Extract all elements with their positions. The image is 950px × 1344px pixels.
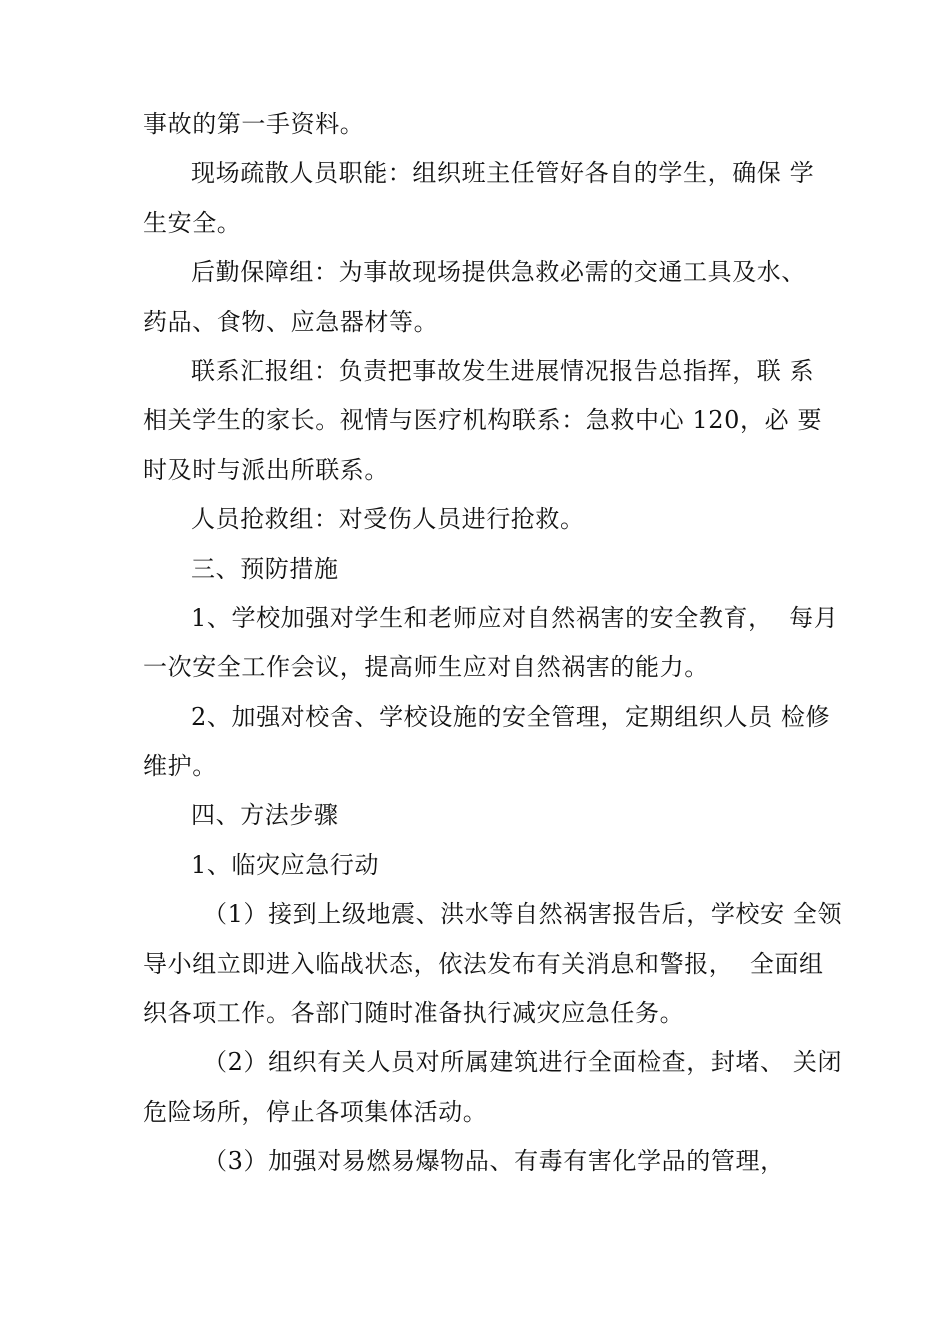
text-line: 相关学生的家长。视情与医疗机构联系：急救中心 120，必 要 (143, 406, 823, 435)
text-line: 危险场所，停止各项集体活动。 (143, 1097, 488, 1126)
text-line: 织各项工作。各部门随时准备执行减灾应急任务。 (143, 999, 685, 1028)
subsection-heading-emergency-action: 1、临灾应急行动 (191, 850, 380, 879)
section-heading-steps: 四、方法步骤 (191, 801, 339, 830)
text-line: 事故的第一手资料。 (143, 110, 365, 138)
text-line: 药品、食物、应急器材等。 (143, 307, 439, 336)
text-line: 一次安全工作会议，提高师生应对自然祸害的能力。 (143, 653, 709, 682)
document-body (143, 100, 843, 1187)
paragraph-logistics-group: 后勤保障组：为事故现场提供急救必需的交通工具及水、 (191, 258, 806, 287)
text-line: 导小组立即进入临战状态，依法发布有关消息和警报， 全面组 (143, 949, 824, 978)
list-item-step-1: （1）接到上级地震、洪水等自然祸害报告后，学校安 全领 (203, 900, 843, 929)
text-line: 生安全。 (143, 208, 242, 237)
list-item-step-3: （3）加强对易燃易爆物品、有毒有害化学品的管理， (203, 1147, 785, 1176)
section-heading-prevention: 三、预防措施 (191, 554, 339, 583)
paragraph-rescue-group: 人员抢救组：对受伤人员进行抢救。 (191, 505, 585, 534)
text-line: 维护。 (143, 752, 217, 781)
text-line: 时及时与派出所联系。 (143, 455, 389, 484)
paragraph-liaison-group: 联系汇报组：负责把事故发生进展情况报告总指挥，联 系 (191, 356, 815, 385)
list-item-step-2: （2）组织有关人员对所属建筑进行全面检查，封堵、 关闭 (203, 1048, 843, 1077)
paragraph-evacuation-role: 现场疏散人员职能：组织班主任管好各自的学生，确保 学 (191, 159, 815, 188)
list-item-prevention-1: 1、学校加强对学生和老师应对自然祸害的安全教育， 每月 (191, 603, 839, 632)
list-item-prevention-2: 2、加强对校舍、学校设施的安全管理，定期组织人员 检修 (191, 702, 831, 731)
